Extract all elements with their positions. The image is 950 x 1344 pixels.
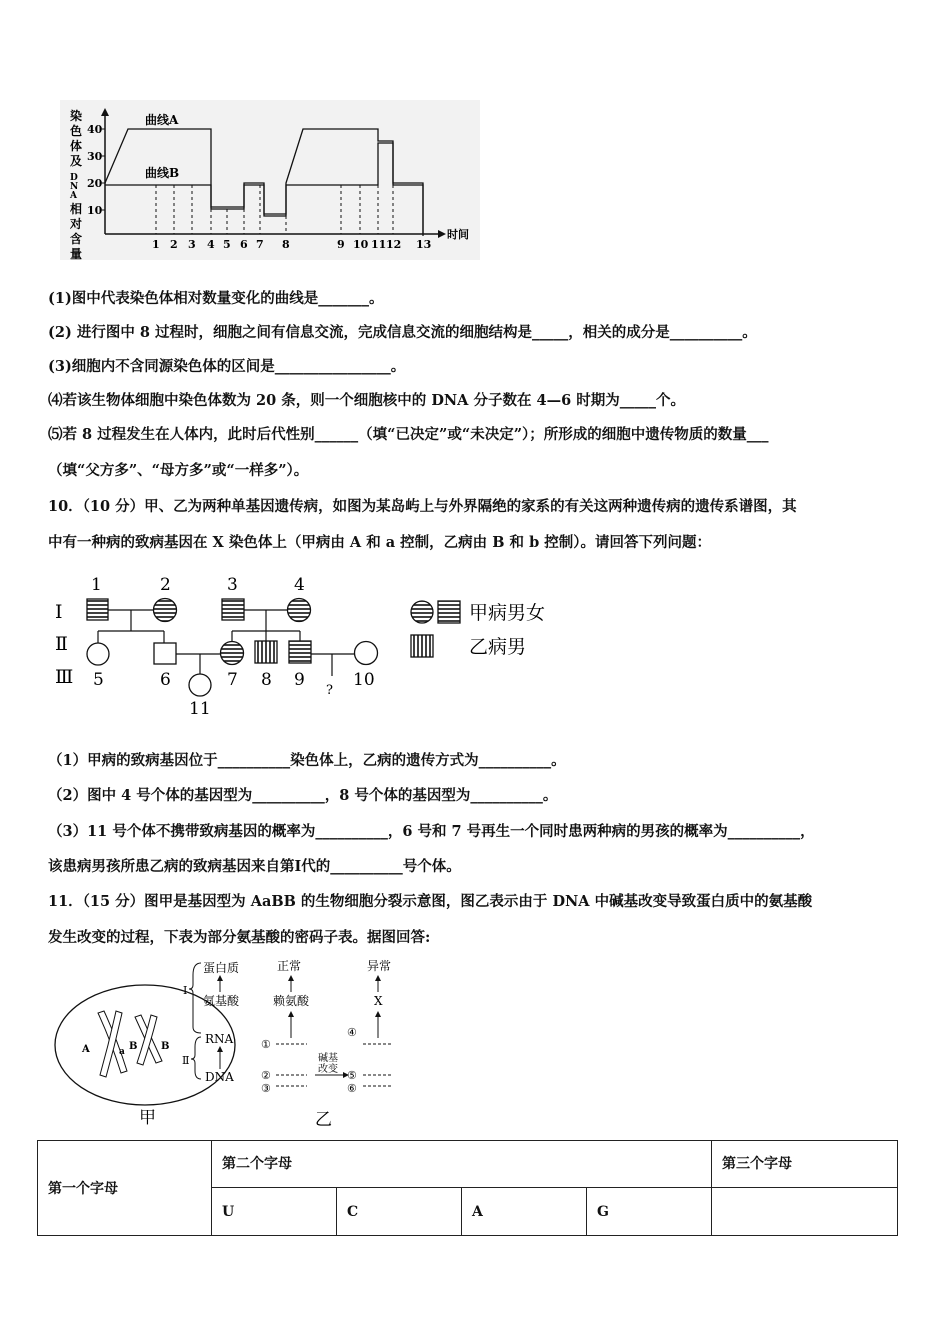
chart-background: [60, 100, 480, 260]
allele-label: B: [161, 1041, 170, 1052]
individual-6: [154, 643, 176, 664]
base-g: G: [587, 1188, 712, 1236]
circled-num: ④: [347, 1026, 357, 1039]
second-letter-header: 第二个字母: [212, 1141, 712, 1188]
roman-ii: Ⅱ: [182, 1054, 190, 1067]
allele-label: a: [119, 1047, 125, 1057]
lysine-label: 赖氨酸: [273, 994, 310, 1008]
chain-label: 氨基酸: [203, 994, 240, 1008]
change-label-1: 碱基: [318, 1053, 338, 1064]
pedigree-chart: [45, 568, 585, 718]
y-tick-label: 20: [87, 177, 103, 190]
q9-s5: ⑸若 8 过程发生在人体内，此时后代性别______（填“已决定”或“未决定”）；所形成的细胞中遗传物质的数量___: [48, 426, 769, 443]
q10-s3: （3）11 号个体不携带致病基因的概率为__________，6 号和 7 号再生一个同时患两种病的男孩的概率为__________，: [48, 823, 815, 840]
ind-num: 4: [294, 575, 305, 595]
x-tick-label: 1: [152, 238, 160, 251]
legend-male-a: [438, 601, 460, 623]
ylabel-char: D: [70, 173, 78, 183]
curve-a-label: 曲线A: [145, 113, 179, 127]
third-letter-header: 第三个字母: [712, 1141, 898, 1188]
fig-yi-label: 乙: [315, 1110, 332, 1130]
empty-cell: [712, 1188, 898, 1236]
legend-a-text: 甲病男女: [469, 602, 546, 624]
q9-s4: ⑷若该生物体细胞中染色体数为 20 条，则一个细胞核中的 DNA 分子数在 4—6 时期为_____个。: [48, 392, 685, 409]
x-tick-label: 9: [337, 238, 345, 251]
q10-s2: （2）图中 4 号个体的基因型为__________，8 号个体的基因型为__________。: [48, 787, 558, 804]
arrowhead: [375, 1011, 381, 1017]
roman-i: Ⅰ: [183, 984, 188, 997]
generation-labels: [55, 601, 73, 688]
bracket-i: [189, 963, 201, 1033]
codon-table: [37, 1140, 898, 1236]
individual-1: [87, 599, 108, 620]
individual-10: [355, 642, 378, 665]
fig-jia-label: 甲: [139, 1108, 156, 1128]
arrowhead: [288, 975, 294, 981]
q10-s4: 该患病男孩所患乙病的致病基因来自第Ⅰ代的__________号个体。: [48, 858, 461, 875]
ind-num: 3: [227, 575, 238, 595]
ylabel-char: 相: [70, 202, 83, 216]
ind-num: 5: [93, 670, 104, 690]
q9-s1: (1)图中代表染色体相对数量变化的曲线是_______。: [48, 290, 384, 307]
ind-num: 6: [160, 670, 171, 690]
arrowhead: [217, 1046, 223, 1052]
abnormal-label: 异常: [367, 959, 392, 973]
circled-numbers: [261, 1026, 357, 1095]
q10-s1: （1）甲病的致病基因位于__________染色体上，乙病的遗传方式为__________。: [48, 752, 566, 769]
legend-female-a: [411, 601, 433, 623]
chain-label: RNA: [205, 1032, 234, 1046]
q9-s2: (2) 进行图中 8 过程时，细胞之间有信息交流，完成信息交流的细胞结构是_____，相关的成分是__________。: [48, 324, 757, 341]
curve-b-label: 曲线B: [145, 166, 180, 180]
x-tick-label: 4: [207, 238, 215, 251]
ylabel-char: 染: [70, 109, 83, 123]
ylabel-char: 量: [70, 247, 83, 261]
q10-intro-1: 10．（10 分）甲、乙为两种单基因遗传病，如图为某岛屿上与外界隔绝的家系的有关这两种遗传病的遗传系谱图，其: [48, 498, 797, 515]
first-letter-header: 第一个字母: [38, 1141, 212, 1236]
gen-label-2: Ⅱ: [55, 633, 68, 655]
ylabel-char: N: [70, 182, 79, 192]
circled-num: ②: [261, 1069, 271, 1082]
y-tick-label: 30: [87, 150, 103, 163]
x-label: X: [374, 994, 383, 1008]
circled-num: ③: [261, 1082, 271, 1095]
arrowhead: [217, 975, 223, 981]
ind-num: 9: [294, 670, 305, 690]
arrowhead: [375, 975, 381, 981]
figure-jia-yi: [45, 955, 415, 1133]
ylabel-char: 体: [70, 139, 83, 153]
base-u: U: [212, 1188, 337, 1236]
ylabel-char: 及: [70, 154, 83, 168]
gen-label-3: Ⅲ: [55, 666, 74, 688]
individual-7: [221, 642, 244, 665]
y-tick-label: 40: [87, 123, 103, 136]
x-tick-label: 6: [240, 238, 248, 251]
individual-3: [222, 599, 244, 620]
ylabel-char: 色: [70, 124, 83, 138]
y-tick-label: 10: [87, 204, 103, 217]
q11-intro-2: 发生改变的过程，下表为部分氨基酸的密码子表。据图回答:: [48, 929, 431, 946]
x-tick-label: 12: [386, 238, 402, 251]
individual-9: [289, 641, 311, 663]
q10-intro-2: 中有一种病的致病基因在 X 染色体上（甲病由 A 和 a 控制，乙病由 B 和 b 控制）。请回答下列问题：: [48, 534, 712, 551]
ind-num: 10: [353, 670, 375, 690]
ylabel-char: 对: [70, 217, 83, 231]
q9-s3: (3)细胞内不含同源染色体的区间是________________。: [48, 358, 406, 375]
ind-num: 2: [160, 575, 171, 595]
x-tick-label: 13: [416, 238, 432, 251]
chain-label: 蛋白质: [203, 961, 240, 975]
circled-num: ⑤: [347, 1069, 357, 1082]
table-row: [38, 1141, 898, 1188]
base-c: C: [337, 1188, 462, 1236]
ind-unknown: ?: [326, 683, 333, 698]
legend-b-text: 乙病男: [469, 636, 527, 658]
chain-arrows: [189, 963, 220, 1079]
q9-s6: （填“父方多”、“母方多”或“一样多”）。: [48, 462, 309, 479]
ylabel-char: A: [70, 191, 77, 201]
x-tick-label: 7: [256, 238, 264, 251]
bracket-ii: [191, 1037, 201, 1079]
individual-11: [189, 674, 211, 696]
x-tick-label: 11: [371, 238, 387, 251]
ind-num: 7: [227, 670, 238, 690]
allele-label: B: [129, 1041, 138, 1052]
x-tick-label: 3: [188, 238, 196, 251]
circled-num: ⑥: [347, 1082, 357, 1095]
ind-num: 11: [189, 699, 211, 718]
q11-intro-1: 11．（15 分）图甲是基因型为 AaBB 的生物细胞分裂示意图，图乙表示由于 DNA 中碱基改变导致蛋白质中的氨基酸: [48, 893, 813, 910]
individual-8: [255, 641, 277, 663]
chromosome-dna-chart: [60, 100, 490, 265]
ylabel-char: 含: [70, 232, 83, 246]
x-tick-label: 2: [170, 238, 178, 251]
x-tick-label: 8: [282, 238, 290, 251]
ind-num: 1: [91, 575, 102, 595]
circled-num: ①: [261, 1038, 271, 1051]
arrowhead: [288, 1011, 294, 1017]
change-label-2: 改变: [318, 1064, 338, 1075]
gen-label-1: Ⅰ: [55, 601, 63, 623]
ind-num: 8: [261, 670, 272, 690]
allele-label: A: [82, 1044, 90, 1055]
chain-label: DNA: [205, 1070, 234, 1084]
individual-2: [154, 599, 177, 622]
base-a: A: [462, 1188, 587, 1236]
pedigree-legend: [411, 601, 460, 657]
x-axis-label: 时间: [447, 228, 469, 241]
individual-4: [288, 599, 311, 622]
legend-male-b: [411, 635, 433, 657]
individual-5: [87, 643, 109, 665]
x-tick-label: 5: [223, 238, 231, 251]
normal-label: 正常: [277, 959, 302, 973]
x-tick-label: 10: [353, 238, 369, 251]
